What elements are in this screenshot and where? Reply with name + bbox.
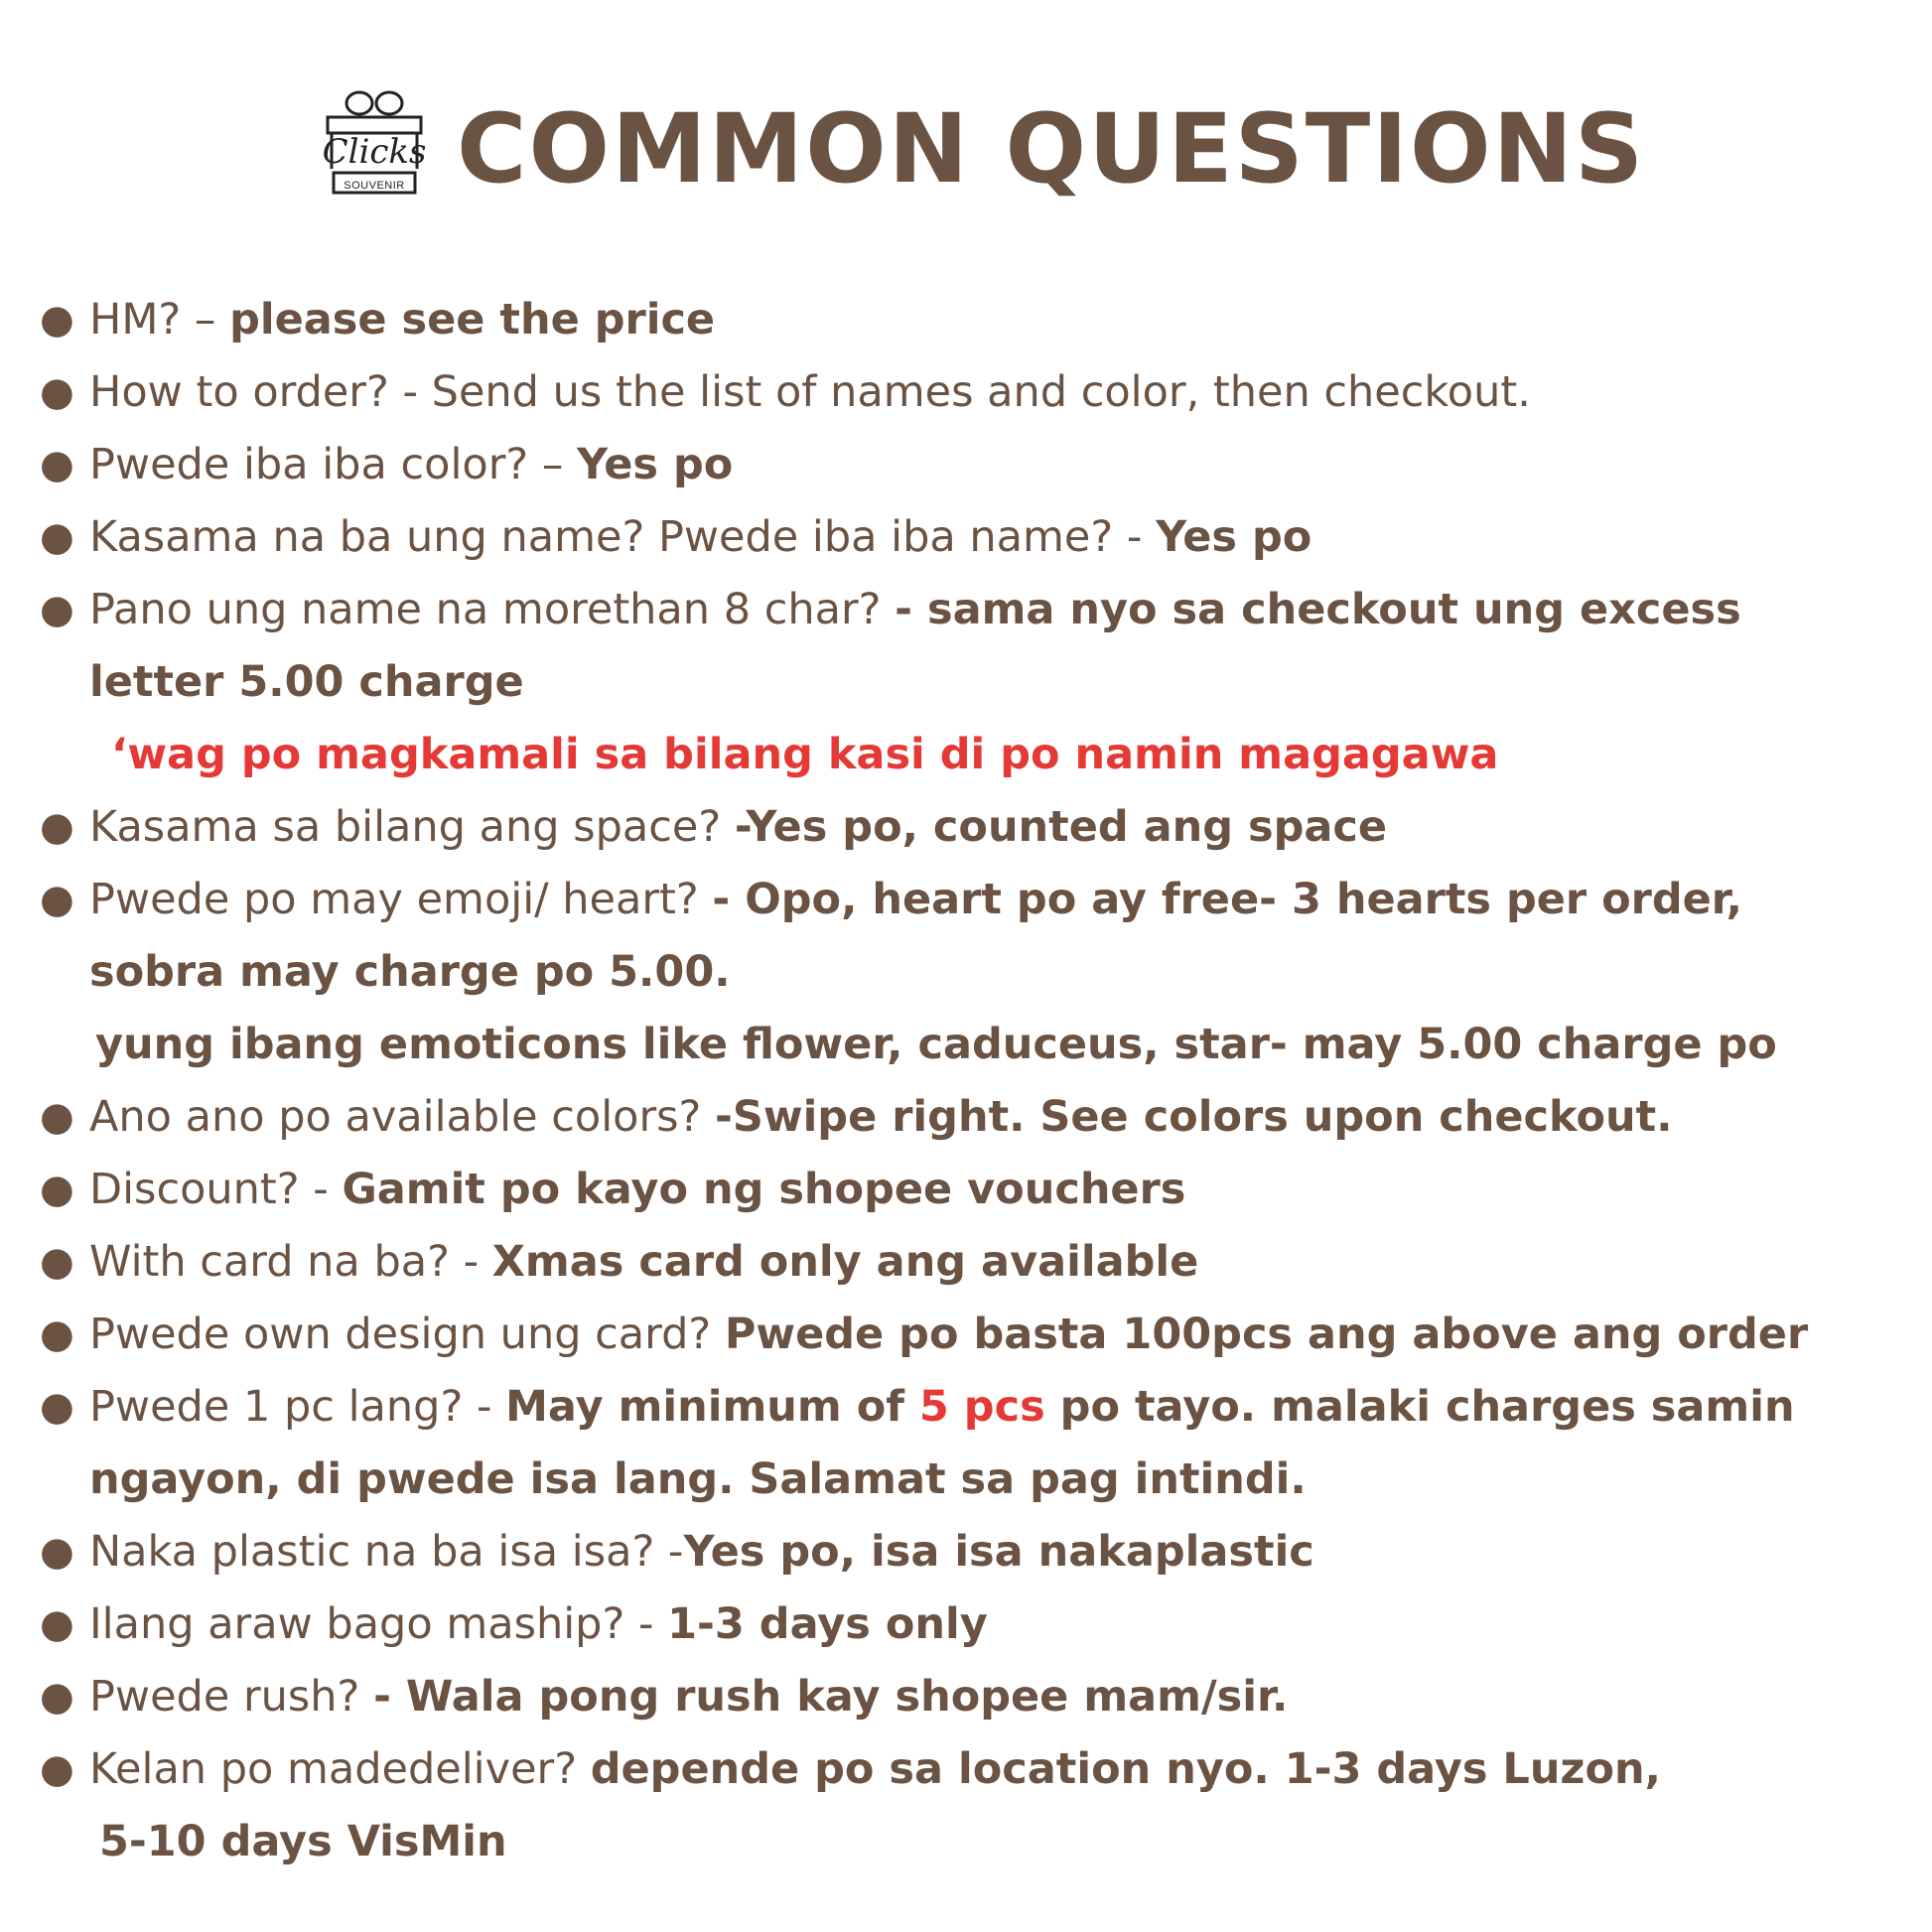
answer: Yes po, isa isa nakaplastic [683,1527,1314,1577]
answer-continued: sobra may charge po 5.00. [89,947,731,997]
answer: Yes po [577,440,734,489]
answer-continued: ngayon, di pwede isa lang. Salamat sa pag intindi. [89,1454,1307,1504]
list-item [0,574,1932,646]
list-item [0,429,1932,501]
question: Discount? - [89,1165,343,1214]
bullet-icon: ● [40,514,74,560]
list-item [0,501,1932,574]
question: Pwede rush? [89,1672,374,1722]
logo-subtext: SOUVENIR [344,180,405,192]
bullet-icon: ● [40,1167,74,1212]
faq-list [0,284,1932,1878]
question: Pwede own design ung card? [89,1310,725,1359]
answer: 1-3 days only [667,1599,988,1649]
question: Ano ano po available colors? [89,1092,716,1142]
list-item [0,864,1932,936]
list-item-continuation [0,1806,1932,1878]
warning-note [0,719,1932,791]
bullet-icon: ● [40,1311,74,1357]
bullet-icon: ● [40,1746,74,1792]
answer: Pwede po basta 100pcs ang above ang order [724,1310,1809,1359]
bullet-icon: ● [40,587,74,632]
header [0,79,1932,218]
answer-continued: letter 5.00 charge [89,657,524,707]
answer: Gamit po kayo ng shopee vouchers [342,1165,1186,1214]
list-item [0,791,1932,864]
question: Pwede 1 pc lang? - [89,1382,506,1432]
list-item [0,1081,1932,1154]
answer: Yes po [1156,512,1312,562]
bullet-icon: ● [40,297,74,343]
list-item [0,1371,1932,1444]
bullet-icon: ● [40,877,74,922]
list-item [0,356,1932,429]
brand-logo [320,87,429,203]
list-item [0,1733,1932,1806]
minimum-quantity: 5 pcs [918,1382,1045,1432]
answer: depende po sa location nyo. 1-3 days Luzon, [590,1744,1661,1794]
list-item [0,1588,1932,1661]
logo-wordmark: Clicks [322,132,427,172]
question: Ilang araw bago maship? - [89,1599,668,1649]
bullet-icon: ● [40,369,74,415]
answer: -Swipe right. See colors upon checkout. [715,1092,1673,1142]
answer: -Yes po, counted ang space [734,802,1388,852]
answer-continued: yung ibang emoticons like flower, caduceus, star- may 5.00 charge po [95,1020,1777,1069]
question: Kasama na ba ung name? Pwede iba iba name? - [89,512,1157,562]
question: Kelan po madedeliver? [89,1744,591,1794]
question: HM? – [89,295,230,345]
answer: please see the price [229,295,716,345]
question: Pano ung name na morethan 8 char? [89,585,896,634]
bullet-icon: ● [40,1239,74,1285]
answer-after: po tayo. malaki charges samin [1044,1382,1795,1432]
question: Pwede po may emoji/ heart? [89,875,713,924]
bullet-icon: ● [40,1601,74,1647]
bullet-icon: ● [40,1094,74,1140]
question: Naka plastic na ba isa isa? - [89,1527,684,1577]
bullet-icon: ● [40,804,74,850]
question: With card na ba? - [89,1237,492,1287]
answer: - Opo, heart po ay free- 3 hearts per order, [712,875,1742,924]
answer: - sama nyo sa checkout ung excess [895,585,1741,634]
list-item-continuation [0,1009,1932,1081]
bullet-icon: ● [40,442,74,487]
list-item [0,1226,1932,1299]
answer: - Wala pong rush kay shopee mam/sir. [373,1672,1289,1722]
list-item-continuation [0,1444,1932,1516]
answer: May minimum of [505,1382,919,1432]
list-item [0,1299,1932,1371]
warning-text: ‘wag po magkamali sa bilang kasi di po namin magagawa [111,730,1499,779]
list-item-continuation [0,646,1932,719]
bullet-icon: ● [40,1674,74,1720]
answer: Xmas card only ang available [491,1237,1199,1287]
answer-continued: 5-10 days VisMin [99,1817,507,1866]
bullet-icon: ● [40,1384,74,1430]
bullet-icon: ● [40,1529,74,1575]
list-item-continuation [0,936,1932,1009]
question: How to order? - Send us the list of names and color, then checkout. [89,367,1531,417]
list-item [0,284,1932,356]
page-title: COMMON QUESTIONS [457,93,1646,205]
list-item [0,1661,1932,1733]
list-item [0,1516,1932,1588]
question: Pwede iba iba color? – [89,440,578,489]
question: Kasama sa bilang ang space? [89,802,735,852]
list-item [0,1154,1932,1226]
